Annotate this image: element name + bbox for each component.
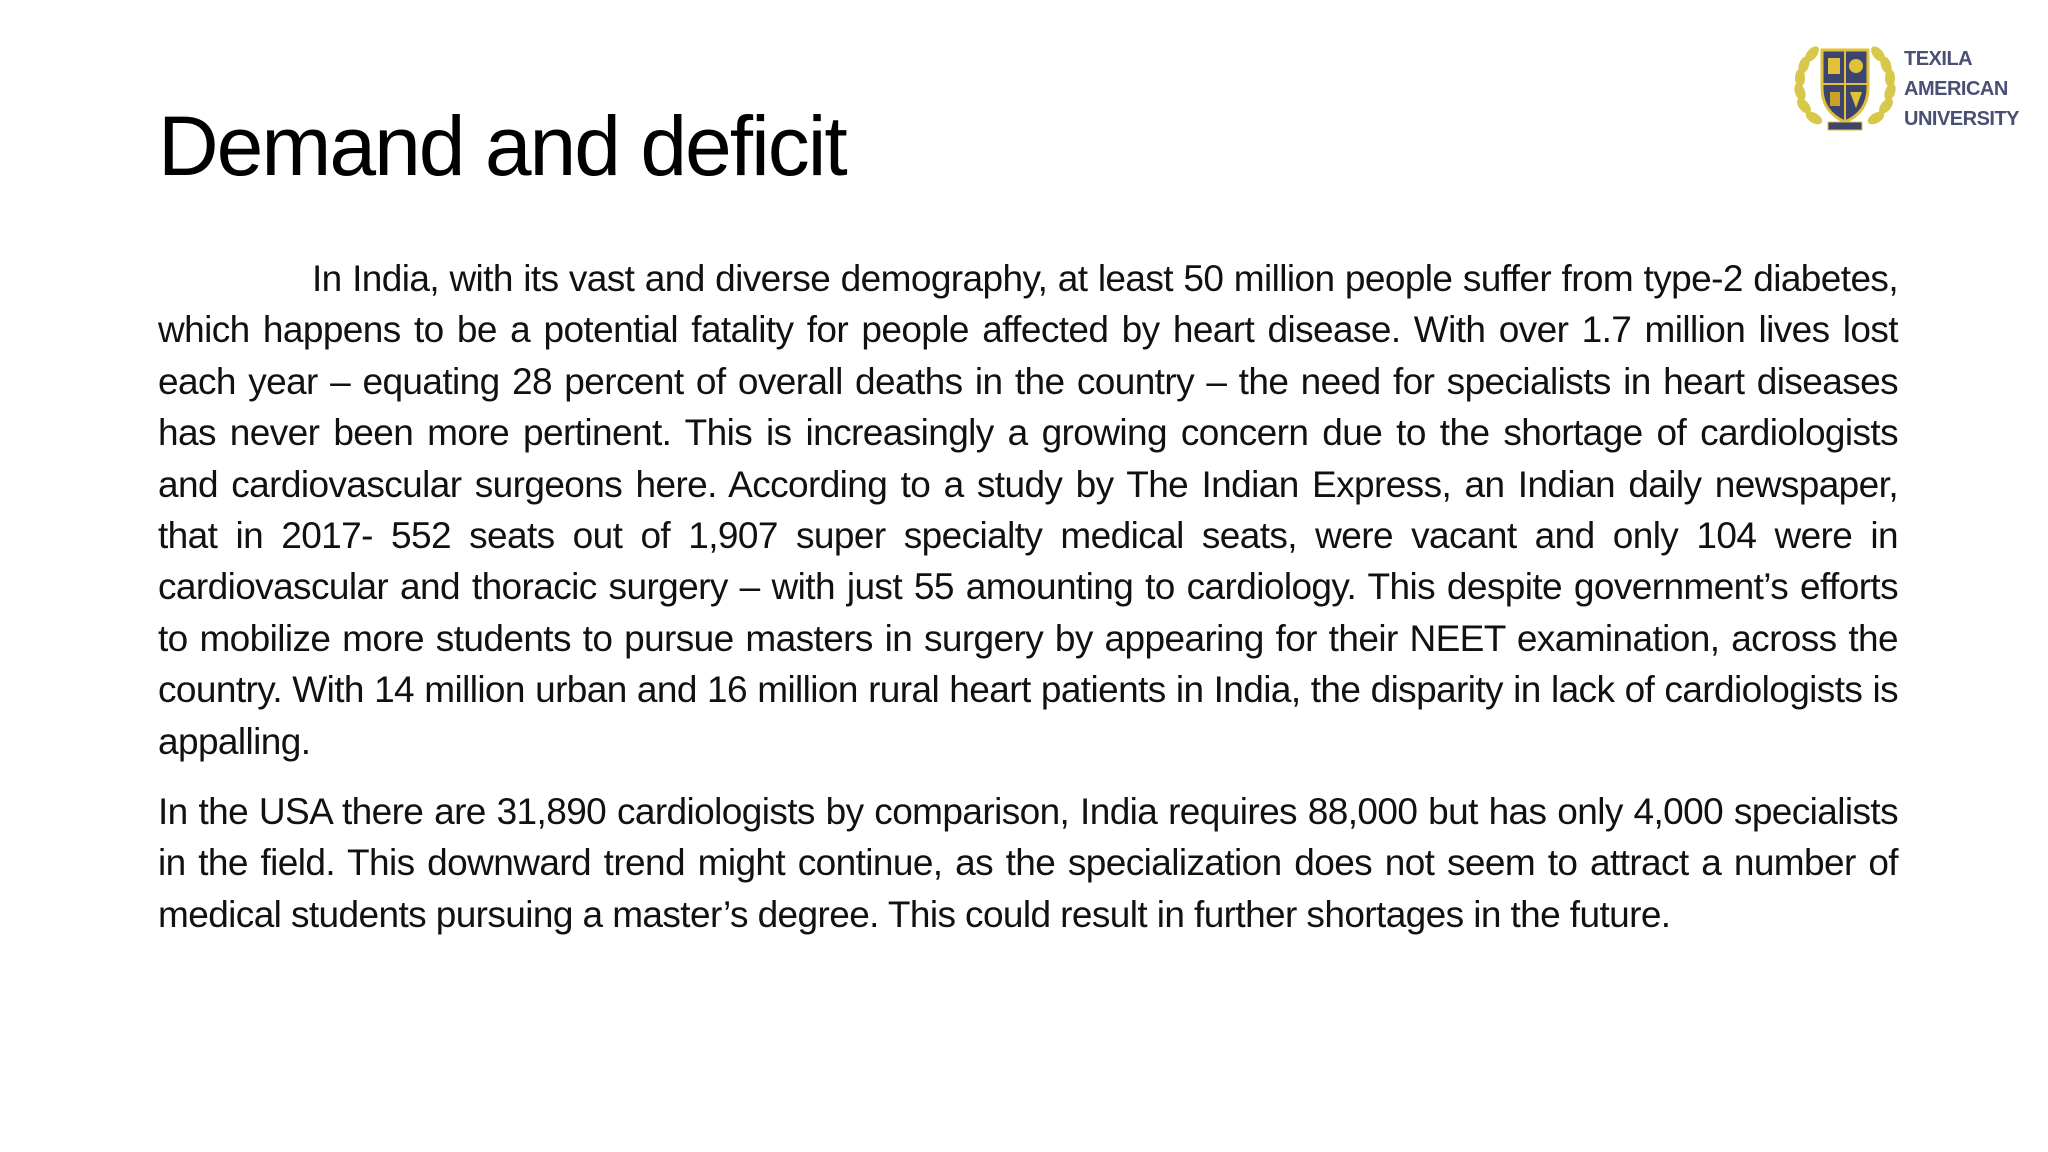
body-paragraph-1: In India, with its vast and diverse demography, at least 50 million people suffer from type-2 diabetes, which happens to be a potential fatality for people affected by heart disease. With over 1.7 million lives lost each year – equating 28 percent of overall deaths in the country – the need for specialists in heart diseases has never been more pertinent. This is increasingly a growing concern due to the shortage of cardiologists and cardiovascular surgeons here. According to a study by The Indian Express, an Indian daily newspaper, that in 2017- 552 seats out of 1,907 super specialty medical seats, were vacant and only 104 were in cardiovascular and thoracic surgery – with just 55 amounting to cardiology. This despite government’s efforts to mobilize more students to pursue masters in surgery by appearing for their NEET examination, across the country. With 14 million urban and 16 million rural heart patients in India, the disparity in lack of cardiologists is appalling.: [158, 258, 1898, 762]
body-paragraph-2: In the USA there are 31,890 cardiologists by comparison, India requires 88,000 but has only 4,000 specialists in the field. This downward trend might continue, as the specialization does not seem to attract a number of medical students pursuing a master’s degree. This could result in further shortages in the future.: [158, 791, 1898, 935]
slide-body: [158, 253, 1898, 940]
university-logo: [1790, 36, 2030, 136]
logo-line-1: TEXILA: [1904, 48, 1973, 70]
logo-line-3: UNIVERSITY: [1904, 108, 2020, 130]
slide-title: Demand and deficit: [158, 99, 846, 193]
logo-wordmark: [1904, 44, 2019, 134]
crest-icon: [1790, 36, 1900, 136]
logo-line-2: AMERICAN: [1904, 78, 2008, 100]
